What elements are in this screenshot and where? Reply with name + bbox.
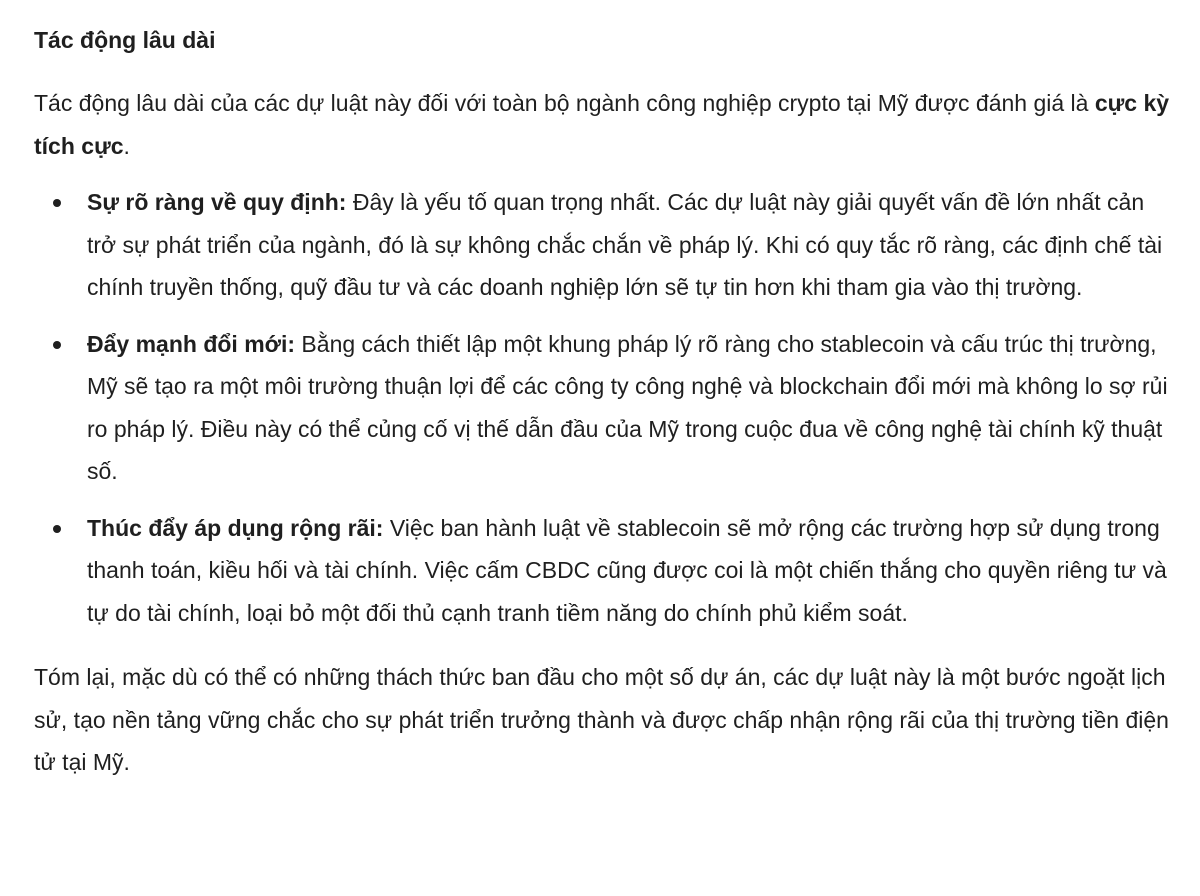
- bullet-text: Việc ban hành luật về stablecoin sẽ mở rộng các trường hợp sử dụng trong thanh toán, kiều hối và tài chính. Việc cấm CBDC cũng được coi là một chiến thắng cho quyền riêng tư và tự do tài chính, loại bỏ một đối thủ cạnh tranh tiềm năng do chính phủ kiểm soát.: [87, 514, 1167, 626]
- bullet-item-innovation: [34, 323, 1174, 493]
- bullet-text: Bằng cách thiết lập một khung pháp lý rõ ràng cho stablecoin và cấu trúc thị trường, Mỹ sẽ tạo ra một môi trường thuận lợi để các công ty công nghệ và blockchain đổi mới mà không lo sợ rủi ro pháp lý. Điều này có thể củng cố vị thế dẫn đầu của Mỹ trong cuộc đua về công nghệ tài chính kỹ thuật số.: [87, 330, 1168, 484]
- bullet-text: Đây là yếu tố quan trọng nhất. Các dự luật này giải quyết vấn đề lớn nhất cản trở sự phát triển của ngành, đó là sự không chắc chắn về pháp lý. Khi có quy tắc rõ ràng, các định chế tài chính truyền thống, quỹ đầu tư và các doanh nghiệp lớn sẽ tự tin hơn khi tham gia vào thị trường.: [87, 189, 1163, 300]
- bullet-title: Sự rõ ràng về quy định:: [87, 189, 347, 215]
- intro-paragraph: [34, 82, 1174, 167]
- response-content: [34, 20, 1174, 784]
- intro-text: Tác động lâu dài của các dự luật này đối với toàn bộ ngành công nghiệp crypto tại Mỹ được đánh giá là: [34, 90, 1095, 116]
- section-heading: Tác động lâu dài: [34, 27, 216, 53]
- bullet-title: Đẩy mạnh đổi mới:: [87, 330, 296, 357]
- bullet-dot-icon: [53, 525, 61, 533]
- bullet-item-regulatory-clarity: [34, 181, 1174, 309]
- intro-period: .: [123, 132, 130, 159]
- bullet-dot-icon: [53, 199, 61, 207]
- bullet-title: Thúc đẩy áp dụng rộng rãi:: [87, 514, 384, 541]
- bullet-dot-icon: [53, 341, 61, 349]
- summary-paragraph: Tóm lại, mặc dù có thể có những thách thức ban đầu cho một số dự án, các dự luật này là một bước ngoặt lịch sử, tạo nền tảng vững chắc cho sự phát triển trưởng thành và được chấp nhận rộng rãi của thị trường tiền điện tử tại Mỹ.: [34, 664, 1169, 775]
- bullet-list: [34, 181, 1174, 634]
- bullet-item-adoption: [34, 507, 1174, 635]
- intro-emphasis: cực kỳ tích cực: [34, 90, 1170, 159]
